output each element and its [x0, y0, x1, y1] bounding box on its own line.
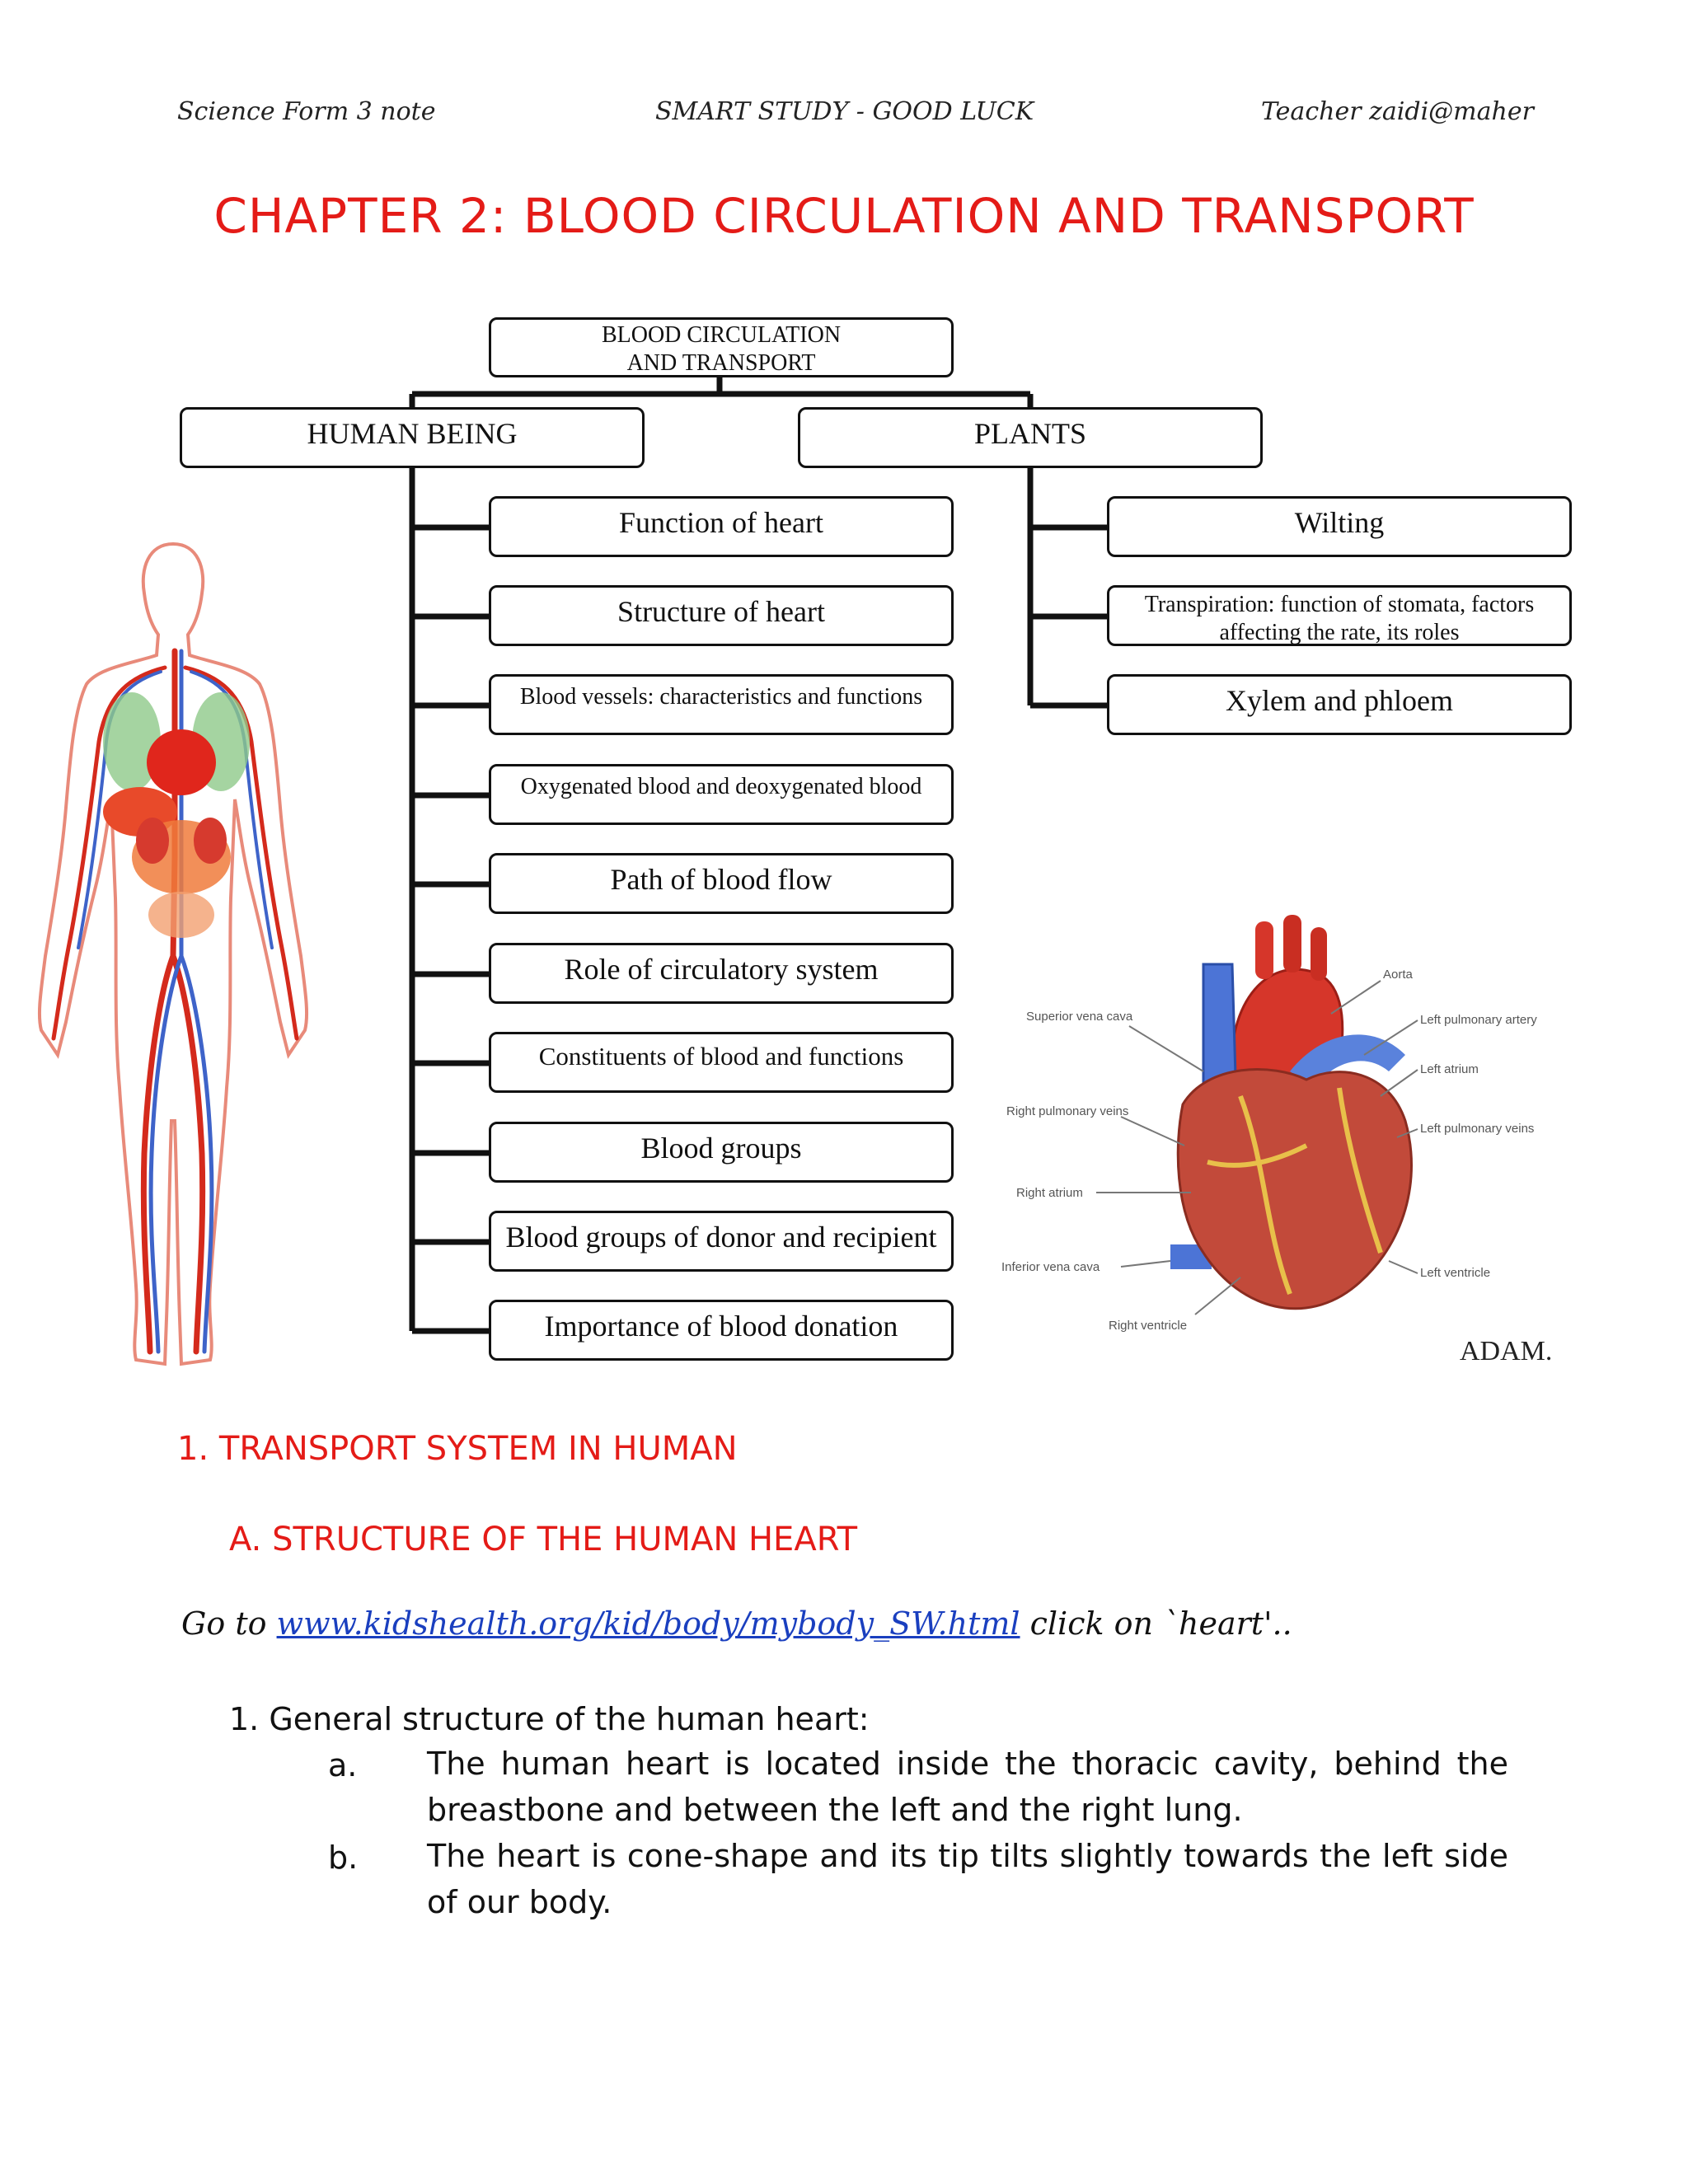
root-box — [489, 317, 954, 377]
heart-body — [1178, 1070, 1411, 1309]
human-item-8: Blood groups — [489, 1122, 954, 1183]
item-a-label: a. — [328, 1747, 358, 1783]
goto-prefix: Go to — [181, 1605, 277, 1642]
label-left-ventricle: Left ventricle — [1420, 1266, 1491, 1280]
human-item-4: Oxygenated blood and deoxygenated blood — [489, 764, 954, 825]
root-line-1: BLOOD CIRCULATION — [601, 321, 842, 348]
human-item-5: Path of blood flow — [489, 853, 954, 914]
human-item-3: Blood vessels: characteristics and functions — [489, 674, 954, 735]
human-item-10: Importance of blood donation — [489, 1300, 954, 1361]
aorta-branch-1 — [1255, 921, 1273, 979]
label-left-pulmonary-veins: Left pulmonary veins — [1420, 1122, 1535, 1136]
header-right: Teacher zaidi@maher — [1261, 97, 1534, 126]
header-left: Science Form 3 note — [177, 97, 436, 126]
human-item-7: Constituents of blood and functions — [489, 1032, 954, 1093]
aorta-branch-2 — [1283, 915, 1301, 972]
label-aorta: Aorta — [1383, 968, 1413, 982]
item-b-label: b. — [328, 1840, 359, 1876]
plant-item-3: Xylem and phloem — [1107, 674, 1572, 735]
aorta-branch-3 — [1311, 927, 1327, 981]
plant-item-2: Transpiration: function of stomata, factors affecting the rate, its roles — [1107, 585, 1572, 646]
human-item-9: Blood groups of donor and recipient — [489, 1211, 954, 1272]
plant-item-1: Wilting — [1107, 496, 1572, 557]
root-line-2: AND TRANSPORT — [626, 349, 816, 376]
label-right-atrium: Right atrium — [1016, 1186, 1083, 1200]
plants-box: PLANTS — [798, 407, 1263, 468]
heart-diagram — [993, 898, 1587, 1376]
label-right-pulmonary-veins: Right pulmonary veins — [1006, 1104, 1129, 1118]
section-a-heading: A. STRUCTURE OF THE HUMAN HEART — [229, 1521, 858, 1558]
label-left-pulmonary-artery: Left pulmonary artery — [1420, 1013, 1537, 1027]
chapter-title: CHAPTER 2: BLOOD CIRCULATION AND TRANSPORT — [213, 188, 1475, 244]
label-left-atrium: Left atrium — [1420, 1062, 1479, 1076]
label-right-ventricle: Right ventricle — [1109, 1319, 1188, 1333]
human-being-box: HUMAN BEING — [180, 407, 645, 468]
human-item-6: Role of circulatory system — [489, 943, 954, 1004]
adam-logo: ADAM. — [1460, 1336, 1553, 1366]
section-1-heading: 1. TRANSPORT SYSTEM IN HUMAN — [177, 1430, 738, 1468]
label-superior-vena-cava: Superior vena cava — [1026, 1010, 1133, 1024]
goto-line — [181, 1605, 1292, 1642]
label-inferior-vena-cava: Inferior vena cava — [1001, 1260, 1100, 1274]
subheading-general-structure: 1. General structure of the human heart: — [229, 1701, 870, 1737]
human-item-2: Structure of heart — [489, 585, 954, 646]
item-a-text: The human heart is located inside the thoracic cavity, behind the breastbone and between the left and the right lung. — [427, 1746, 1508, 1828]
header-center: SMART STUDY - GOOD LUCK — [655, 97, 1034, 126]
goto-suffix: click on `heart'.. — [1020, 1605, 1292, 1642]
item-b-text: The heart is cone-shape and its tip tilts slightly towards the left side of our body. — [427, 1838, 1508, 1920]
kidshealth-link[interactable]: www.kidshealth.org/kid/body/mybody_SW.html — [276, 1605, 1020, 1642]
human-item-1: Function of heart — [489, 496, 954, 557]
human-circulatory-system-illustration — [16, 527, 338, 1418]
